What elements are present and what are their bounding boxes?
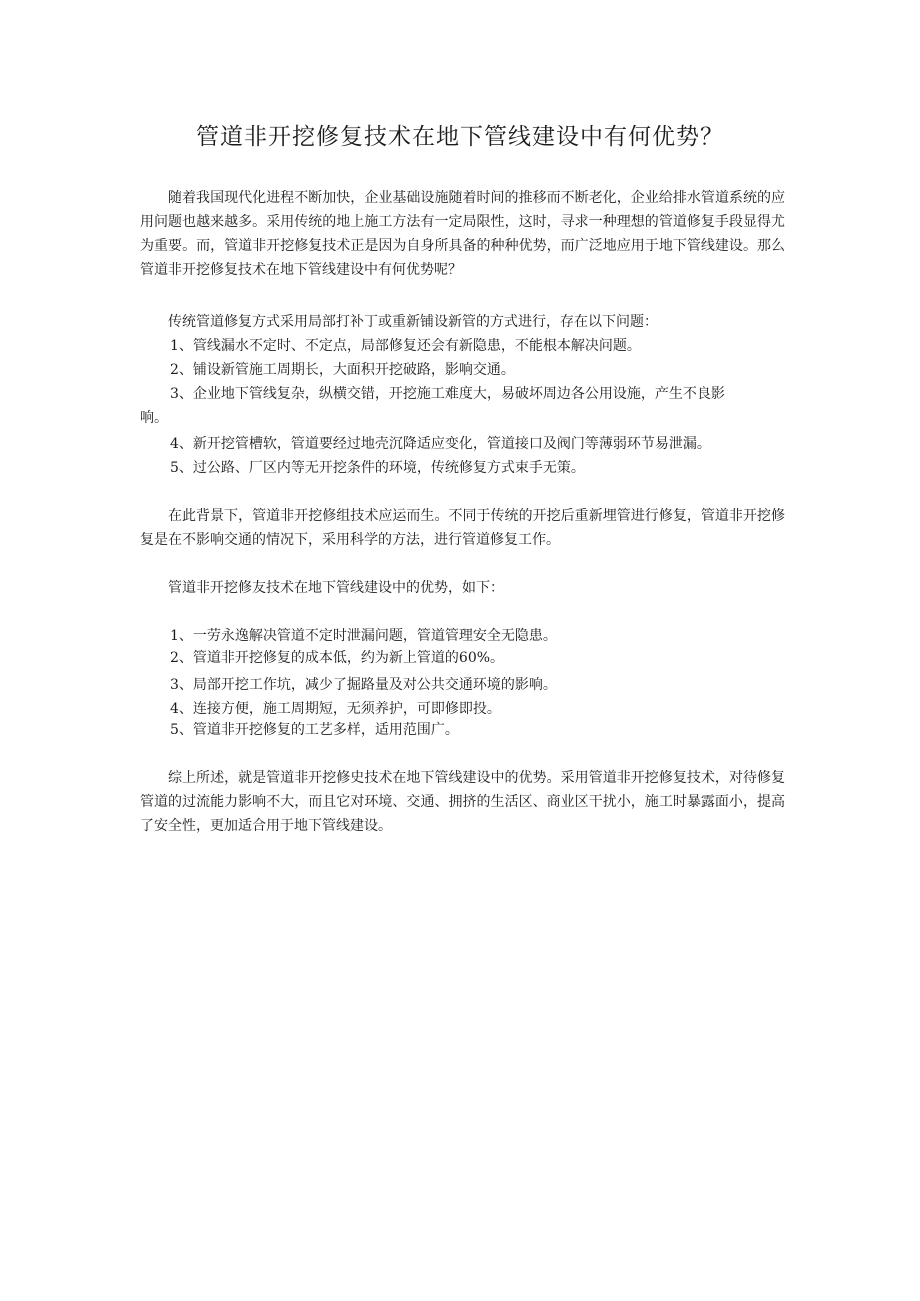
advantage-item-4: 4、连接方便，施工周期短，无须养护，可即修即投。 — [170, 701, 501, 717]
problem-item-3: 3、企业地下管线复杂，纵横交错，开挖施工难度大，易破坏周边各公用设施，产生不良影 — [170, 386, 725, 402]
problem-item-1: 1、管线漏水不定时、不定点，局部修复还会有新隐患，不能根本解决问题。 — [170, 338, 641, 354]
advantage-item-5: 5、管道非开挖修复的工艺多样，适用范围广。 — [170, 722, 459, 738]
document-title: 管道非开挖修复技术在地下管线建设中有何优势？ — [196, 124, 724, 150]
problem-item-2: 2、铺设新管施工周期长，大面积开挖破路，影响交通。 — [170, 362, 515, 378]
intro-paragraph: 随着我国现代化进程不断加快，企业基础设施随着时间的推移而不断老化，企业给排水管道系统的应用问题也越来越多。采用传统的地上施工方法有一定局限性，这时，寻求一种理想的管道修复手段显得尤为重要。而，管道非开挖修复技术正是因为自身所具备的种种优势，而广泛地应用于地下管线建设。那么管道非开挖修复技术在地下管线建设中有何优势呢？ — [140, 190, 785, 278]
conclusion-paragraph: 综上所述，就是管道非开挖修史技术在地下管线建设中的优势。采用管道非开挖修复技术，对待修复管道的过流能力影响不大，而且它对环境、交通、拥挤的生活区、商业区干扰小，施工时暴露面小，提高了安全性，更加适合用于地下管线建设。 — [140, 770, 785, 834]
background-paragraph: 在此背景下，管道非开挖修组技术应运而生。不同于传统的开挖后重新埋管进行修复，管道非开挖修复是在不影响交通的情况下，采用科学的方法，进行管道修复工作。 — [140, 508, 785, 548]
advantage-item-1: 1、一劳永逸解决管道不定时泄漏问题，管道管理安全无隐患。 — [170, 628, 557, 644]
problems-lead: 传统管道修复方式采用局部打补丁或重新铺设新管的方式进行，存在以下问题： — [168, 314, 658, 330]
advantage-item-3: 3、局部开挖工作坑，减少了掘路量及对公共交通环境的影响。 — [170, 677, 557, 693]
advantages-lead: 管道非开挖修友技术在地下管线建设中的优势，如下： — [168, 580, 504, 596]
problem-item-4: 4、新开挖管槽软，管道要经过地壳沉降适应变化，管道接口及阀门等薄弱环节易泄漏。 — [170, 436, 711, 452]
problem-item-3-continued: 响。 — [140, 410, 168, 426]
advantage-item-2: 2、管道非开挖修复的成本低，约为新上管道的60%。 — [170, 650, 505, 666]
problem-item-5: 5、过公路、厂区内等无开挖条件的环境，传统修复方式束手无策。 — [170, 460, 585, 476]
